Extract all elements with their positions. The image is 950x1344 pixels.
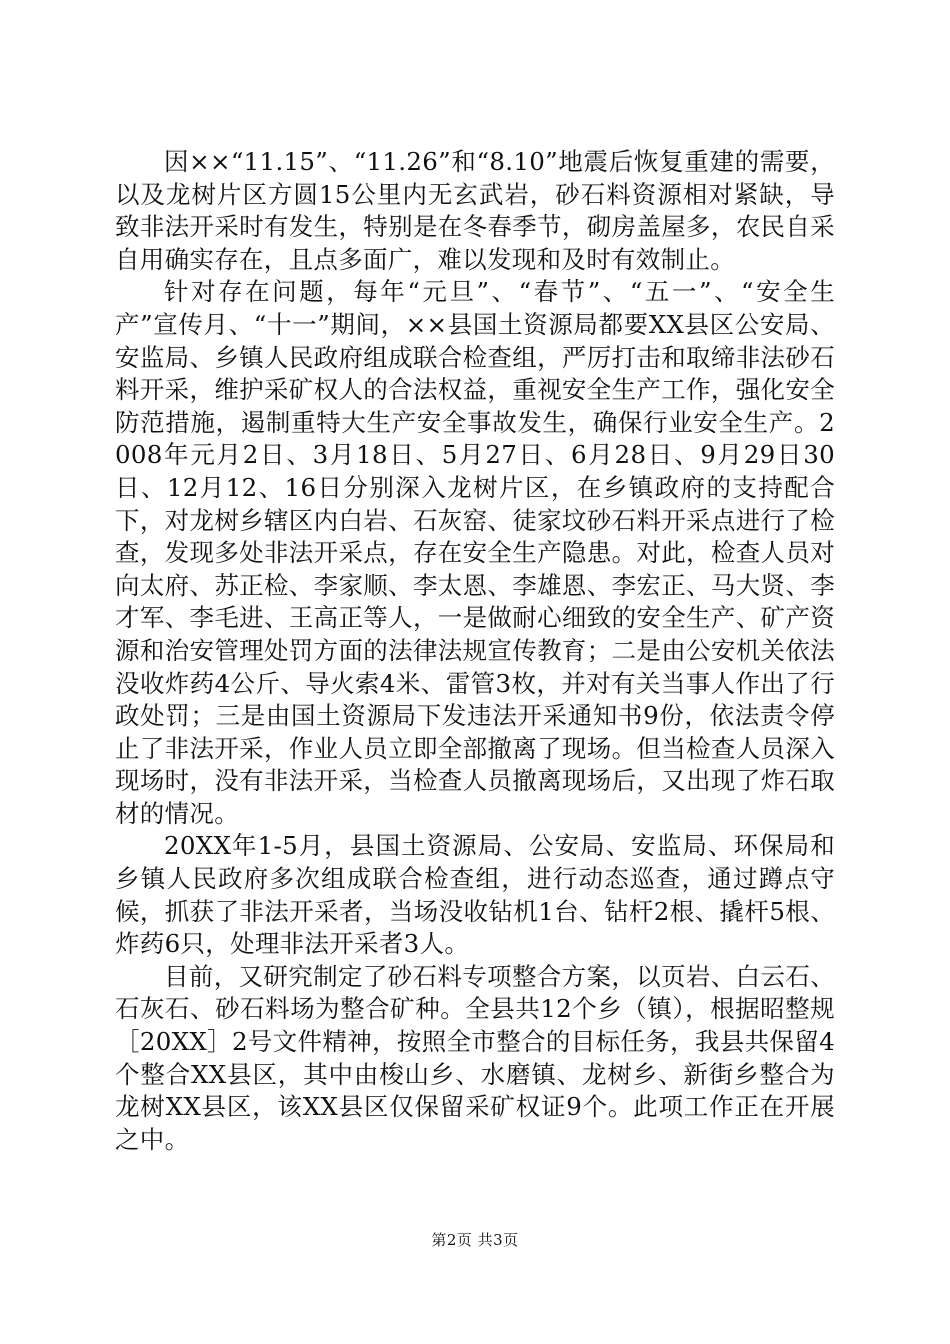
paragraph-3: 20XX年1-5月，县国土资源局、公安局、安监局、环保局和乡镇人民政府多次组成联合检查组，进行动态巡查，通过蹲点守候，抓获了非法开采者，当场没收钻机1台、钻杆2根、撬杆5根、炸药6只，处理非法开采者3人。 (115, 831, 835, 959)
paragraph-2: 针对存在问题，每年“元旦”、“春节”、“五一”、“安全生产”宣传月、“十一”期间，××县国土资源局都要XX县区公安局、安监局、乡镇人民政府组成联合检查组，严厉打击和取缔非法砂石料开采，维护采矿权人的合法权益，重视安全生产工作，强化安全防范措施，遏制重特大生产安全事故发生，确保行业安全生产。2008年元月2日、3月18日、5月27日、6月28日、9月29日30日、12月12、16日分别深入龙树片区，在乡镇政府的支持配合下，对龙树乡辖区内白岩、石灰窑、徒家坟砂石料开采点进行了检查，发现多处非法开采点，存在安全生产隐患。对此，检查人员对向太府、苏正检、李家顺、李太恩、李雄恩、李宏正、马大贤、李才军、李毛进、王高正等人，一是做耐心细致的安全生产、矿产资源和治安管理处罚方面的法律法规宣传教育；二是由公安机关依法没收炸药4公斤、导火索4米、雷管3枚，并对有关当事人作出了行政处罚；三是由国土资源局下发违法开采通知书9份，依法责令停止了非法开采，作业人员立即全部撤离了现场。但当检查人员深入现场时，没有非法开采，当检查人员撤离现场后，又出现了炸石取材的情况。 (115, 277, 835, 828)
document-body (115, 146, 835, 1156)
paragraph-1: 因××“11.15”、“11.26”和“8.10”地震后恢复重建的需要，以及龙树片区方圆15公里内无玄武岩，砂石料资源相对紧缺，导致非法开采时有发生，特别是在冬春季节，砌房盖屋多，农民自采自用确实存在，且点多面广，难以发现和及时有效制止。 (115, 147, 835, 274)
page-number-footer: 第2页 共3页 (431, 1231, 519, 1249)
paragraph-4: 目前，又研究制定了砂石料专项整合方案，以页岩、白云石、石灰石、砂石料场为整合矿种。全县共12个乡（镇），根据昭整规［20XX］2号文件精神，按照全市整合的目标任务，我县共保留4个整合XX县区，其中由梭山乡、水磨镇、龙树乡、新街乡整合为龙树XX县区，该XX县区仅保留采矿权证9个。此项工作正在开展之中。 (115, 961, 835, 1154)
